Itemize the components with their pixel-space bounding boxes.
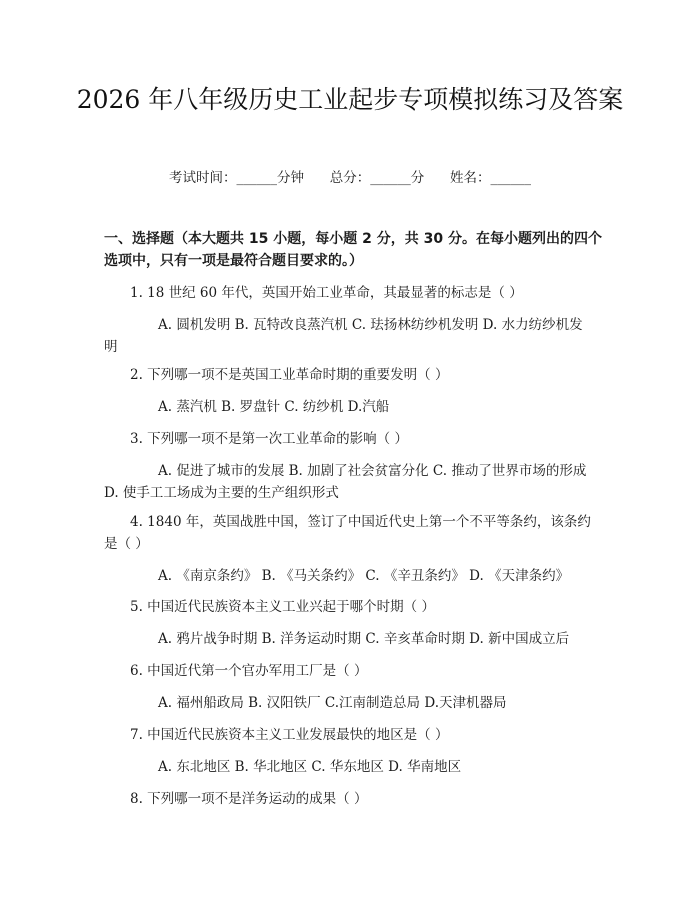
question-2-options: A. 蒸汽机 B. 罗盘针 C. 纺纱机 D.汽船 — [158, 399, 390, 415]
question-6-options: A. 福州船政局 B. 汉阳铁厂 C.江南制造总局 D.天津机器局 — [158, 695, 507, 711]
question-2-stem: 2. 下列哪一项不是英国工业革命时期的重要发明（ ） — [130, 367, 449, 383]
question-4-stem: 4. 1840 年，英国战胜中国，签订了中国近代史上第一个不平等条约，该条约是（ ） — [104, 514, 591, 552]
question-1-options: A. 圆机发明 B. 瓦特改良蒸汽机 C. 珐扬林纺纱机发明 D. 水力纺纱机发明 — [104, 317, 583, 355]
question-4-options: A. 《南京条约》 B. 《马关条约》 C. 《辛丑条约》 D. 《天津条约》 — [158, 568, 570, 584]
question-8-stem: 8. 下列哪一项不是洋务运动的成果（ ） — [130, 791, 368, 807]
question-7-stem: 7. 中国近代民族资本主义工业发展最快的地区是（ ） — [130, 727, 449, 743]
question-7-options: A. 东北地区 B. 华北地区 C. 华东地区 D. 华南地区 — [158, 759, 462, 775]
exam-meta-line: 考试时间：______分钟 总分：______分 姓名：______ — [169, 170, 531, 186]
question-3-stem: 3. 下列哪一项不是第一次工业革命的影响（ ） — [130, 431, 408, 447]
question-1-stem: 1. 18 世纪 60 年代，英国开始工业革命，其最显著的标志是（ ） — [130, 285, 523, 301]
question-6-stem: 6. 中国近代第一个官办军用工厂是（ ） — [130, 663, 368, 679]
question-3-options: A. 促进了城市的发展 B. 加剧了社会贫富分化 C. 推动了世界市场的形成 D. 使手工工场成为主要的生产组织形式 — [104, 463, 587, 501]
section-heading: 一、选择题（本大题共 15 小题，每小题 2 分，共 30 分。在每小题列出的四个选项中，只有一项是最符合题目要求的。） — [104, 231, 602, 269]
question-5-options: A. 鸦片战争时期 B. 洋务运动时期 C. 辛亥革命时期 D. 新中国成立后 — [158, 631, 570, 647]
page-title: 2026 年八年级历史工业起步专项模拟练习及答案 — [76, 85, 624, 114]
question-5-stem: 5. 中国近代民族资本主义工业兴起于哪个时期（ ） — [130, 599, 435, 615]
